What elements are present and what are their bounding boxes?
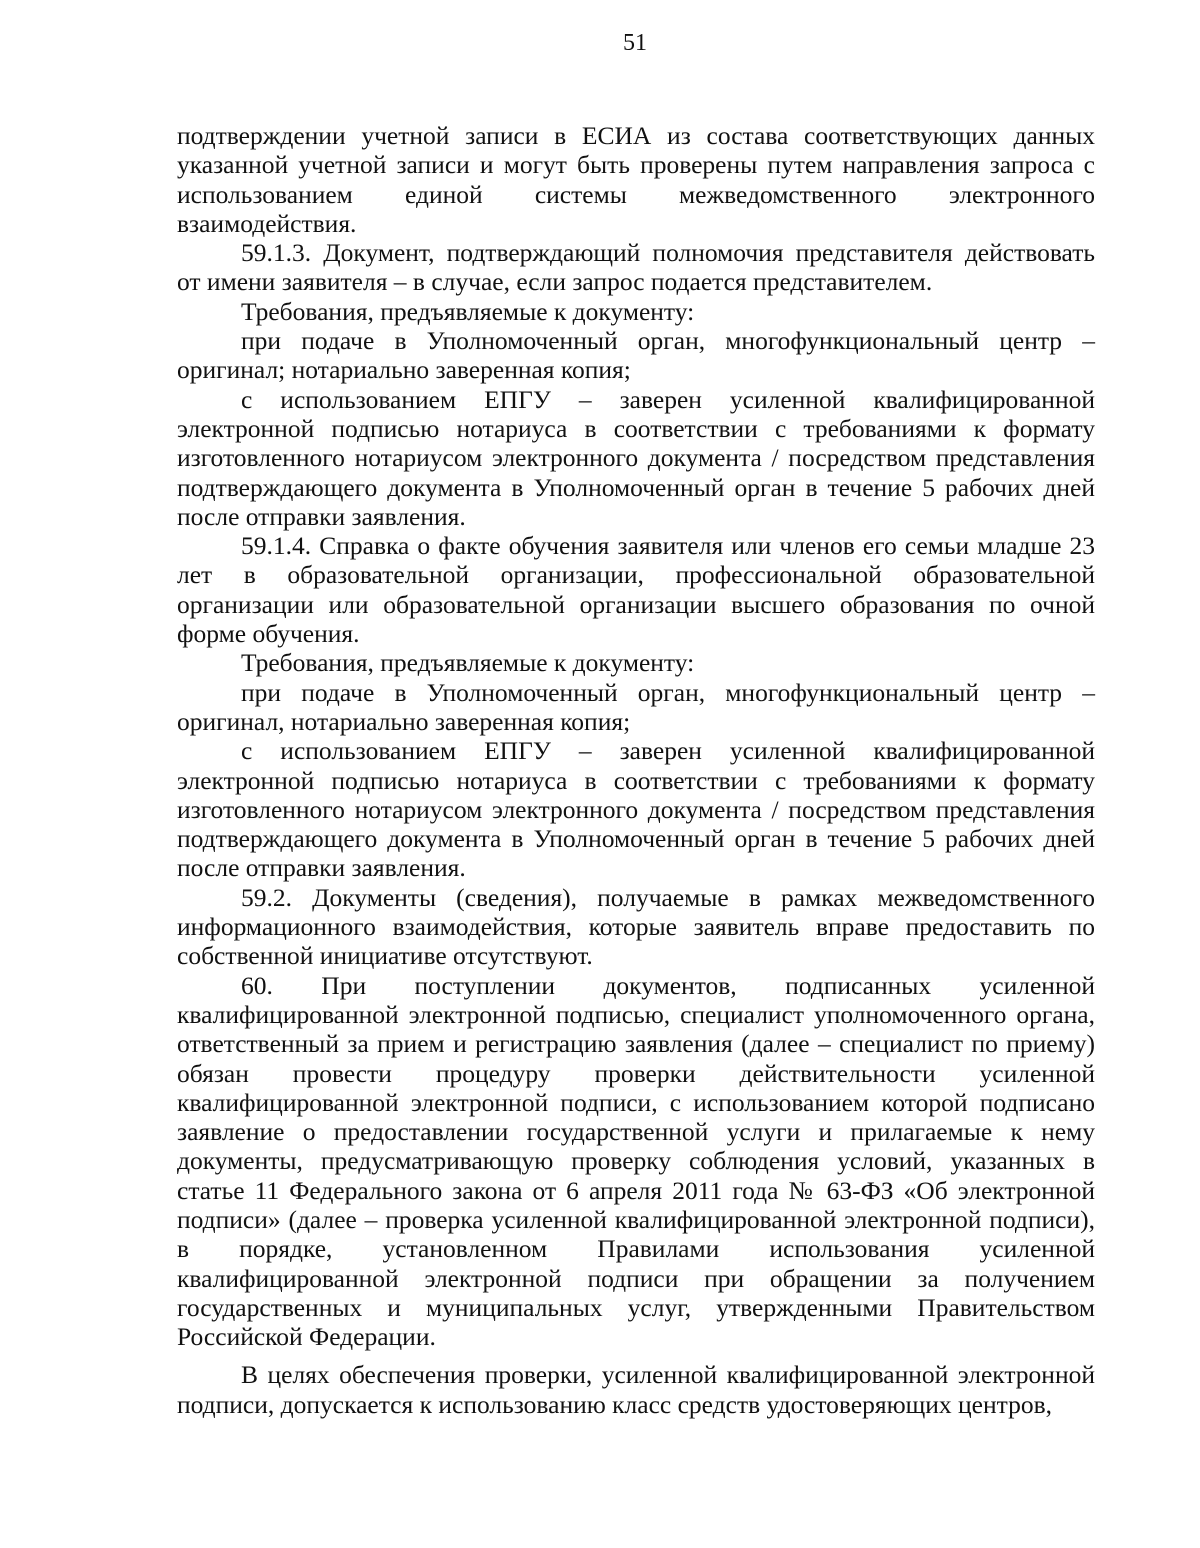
paragraph-59-1-4: 59.1.4. Справка о факте обучения заявителя или членов его семьи младше 23 лет в образовательной организации, профессиональной образовательной организации или образовательной организации высшего образования по очной форме обучения.: [177, 531, 1095, 649]
paragraph-requirement-epgu: с использованием ЕПГУ – заверен усиленной квалифицированной электронной подписью нотариуса в соответствии с требованиями к формату изготовленного нотариусом электронного документа / посредством представления подтверждающего документа в Уполномоченный орган в течение 5 рабочих дней после отправки заявления.: [177, 736, 1095, 883]
paragraph-requirement-epgu: с использованием ЕПГУ – заверен усиленной квалифицированной электронной подписью нотариуса в соответствии с требованиями к формату изготовленного нотариусом электронного документа / посредством представления подтверждающего документа в Уполномоченный орган в течение 5 рабочих дней после отправки заявления.: [177, 384, 1095, 531]
document-body: [177, 121, 1095, 1419]
paragraph-59-2: 59.2. Документы (сведения), получаемые в рамках межведомственного информационного взаимодействия, которые заявитель вправе предоставить по собственной инициативе отсутствуют.: [177, 882, 1095, 971]
paragraph-requirement-office: при подаче в Уполномоченный орган, многофункциональный центр – оригинал, нотариально заверенная копия;: [177, 677, 1095, 736]
paragraph-continuation: подтверждении учетной записи в ЕСИА из состава соответствующих данных указанной учетной записи и могут быть проверены путем направления запроса с использованием единой системы межведомственного электронного взаимодействия.: [177, 121, 1095, 238]
page-number: 51: [623, 30, 647, 56]
paragraph-requirements-heading: Требования, предъявляемые к документу:: [241, 648, 695, 678]
paragraph-requirement-office: при подаче в Уполномоченный орган, многофункциональный центр – оригинал; нотариально заверенная копия;: [177, 326, 1095, 385]
paragraph-verification-tools: В целях обеспечения проверки, усиленной квалифицированной электронной подписи, допускается к использованию класс средств удостоверяющих центров,: [177, 1360, 1095, 1419]
paragraph-requirements-heading: Требования, предъявляемые к документу:: [241, 296, 695, 326]
paragraph-60: 60. При поступлении документов, подписанных усиленной квалифицированной электронной подписью, специалист уполномоченного органа, ответственный за прием и регистрацию заявления (далее – специалист по приему) обязан провести процедуру проверки действительности усиленной квалифицированной электронной подписи, с использованием которой подписано заявление о предоставлении государственной услуги и прилагаемые к нему документы, предусматривающую проверку соблюдения условий, указанных в статье 11 Федерального закона от 6 апреля 2011 года № 63-ФЗ «Об электронной подписи» (далее – проверка усиленной квалифицированной электронной подписи), в порядке, установленном Правилами использования усиленной квалифицированной электронной подписи при обращении за получением государственных и муниципальных услуг, утвержденными Правительством Российской Федерации.: [177, 970, 1095, 1352]
paragraph-59-1-3: 59.1.3. Документ, подтверждающий полномочия представителя действовать от имени заявителя – в случае, если запрос подается представителем.: [177, 238, 1095, 297]
